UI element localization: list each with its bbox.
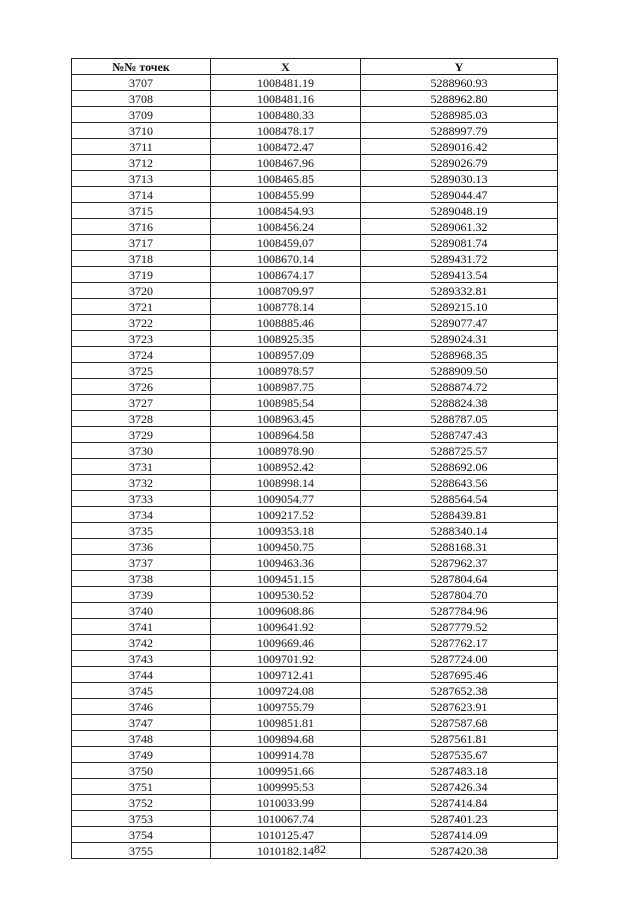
y-cell: 5287962.37 — [361, 555, 558, 571]
header-x: X — [211, 59, 361, 75]
table-row — [72, 683, 558, 699]
point-number-cell: 3725 — [72, 363, 211, 379]
x-cell: 1009608.86 — [211, 603, 361, 619]
point-number-cell: 3723 — [72, 331, 211, 347]
table-body — [72, 75, 558, 859]
y-cell: 5288787.05 — [361, 411, 558, 427]
x-cell: 1009450.75 — [211, 539, 361, 555]
x-cell: 1008674.17 — [211, 267, 361, 283]
point-number-cell: 3755 — [72, 843, 211, 859]
point-number-cell: 3737 — [72, 555, 211, 571]
point-number-cell: 3720 — [72, 283, 211, 299]
point-number-cell: 3739 — [72, 587, 211, 603]
y-cell: 5289024.31 — [361, 331, 558, 347]
table-row — [72, 107, 558, 123]
table-row — [72, 139, 558, 155]
x-cell: 1009951.66 — [211, 763, 361, 779]
y-cell: 5289431.72 — [361, 251, 558, 267]
x-cell: 1009463.36 — [211, 555, 361, 571]
point-number-cell: 3732 — [72, 475, 211, 491]
x-cell: 1008952.42 — [211, 459, 361, 475]
x-cell: 1008454.93 — [211, 203, 361, 219]
y-cell: 5287414.84 — [361, 795, 558, 811]
y-cell: 5289081.74 — [361, 235, 558, 251]
y-cell: 5288747.43 — [361, 427, 558, 443]
x-cell: 1008478.17 — [211, 123, 361, 139]
point-number-cell: 3713 — [72, 171, 211, 187]
table-row — [72, 475, 558, 491]
table-row — [72, 363, 558, 379]
point-number-cell: 3729 — [72, 427, 211, 443]
x-cell: 1008459.07 — [211, 235, 361, 251]
table-row — [72, 779, 558, 795]
point-number-cell: 3717 — [72, 235, 211, 251]
table-row — [72, 699, 558, 715]
point-number-cell: 3712 — [72, 155, 211, 171]
table-row — [72, 123, 558, 139]
table-row — [72, 235, 558, 251]
x-cell: 1009530.52 — [211, 587, 361, 603]
y-cell: 5288962.80 — [361, 91, 558, 107]
point-number-cell: 3721 — [72, 299, 211, 315]
point-number-cell: 3752 — [72, 795, 211, 811]
x-cell: 1008472.47 — [211, 139, 361, 155]
y-cell: 5289048.19 — [361, 203, 558, 219]
x-cell: 1008925.35 — [211, 331, 361, 347]
y-cell: 5287724.00 — [361, 651, 558, 667]
x-cell: 1008481.19 — [211, 75, 361, 91]
table-row — [72, 603, 558, 619]
table-row — [72, 251, 558, 267]
y-cell: 5288909.50 — [361, 363, 558, 379]
x-cell: 1008709.97 — [211, 283, 361, 299]
table-row — [72, 571, 558, 587]
y-cell: 5287804.64 — [361, 571, 558, 587]
x-cell: 1008998.14 — [211, 475, 361, 491]
point-number-cell: 3746 — [72, 699, 211, 715]
y-cell: 5288725.57 — [361, 443, 558, 459]
x-cell: 1010182.14 — [211, 843, 361, 859]
point-number-cell: 3730 — [72, 443, 211, 459]
y-cell: 5288985.03 — [361, 107, 558, 123]
point-number-cell: 3722 — [72, 315, 211, 331]
point-number-cell: 3708 — [72, 91, 211, 107]
point-number-cell: 3745 — [72, 683, 211, 699]
point-number-cell: 3753 — [72, 811, 211, 827]
table-row — [72, 795, 558, 811]
y-cell: 5288643.56 — [361, 475, 558, 491]
table-row — [72, 555, 558, 571]
x-cell: 1009054.77 — [211, 491, 361, 507]
x-cell: 1009641.92 — [211, 619, 361, 635]
table-row — [72, 171, 558, 187]
table-row — [72, 411, 558, 427]
point-number-cell: 3715 — [72, 203, 211, 219]
y-cell: 5288824.38 — [361, 395, 558, 411]
y-cell: 5287784.96 — [361, 603, 558, 619]
x-cell: 1010033.99 — [211, 795, 361, 811]
y-cell: 5289044.47 — [361, 187, 558, 203]
point-number-cell: 3719 — [72, 267, 211, 283]
x-cell: 1009724.08 — [211, 683, 361, 699]
y-cell: 5287561.81 — [361, 731, 558, 747]
header-point-number: №№ точек — [72, 59, 211, 75]
point-number-cell: 3709 — [72, 107, 211, 123]
x-cell: 1009894.68 — [211, 731, 361, 747]
x-cell: 1010067.74 — [211, 811, 361, 827]
y-cell: 5288168.31 — [361, 539, 558, 555]
point-number-cell: 3728 — [72, 411, 211, 427]
table-row — [72, 827, 558, 843]
x-cell: 1008963.45 — [211, 411, 361, 427]
y-cell: 5287420.38 — [361, 843, 558, 859]
y-cell: 5289332.81 — [361, 283, 558, 299]
y-cell: 5288997.79 — [361, 123, 558, 139]
table-row — [72, 715, 558, 731]
point-number-cell: 3740 — [72, 603, 211, 619]
table-row — [72, 763, 558, 779]
point-number-cell: 3754 — [72, 827, 211, 843]
point-number-cell: 3736 — [72, 539, 211, 555]
table-row — [72, 267, 558, 283]
point-number-cell: 3742 — [72, 635, 211, 651]
x-cell: 1008978.90 — [211, 443, 361, 459]
table-row — [72, 283, 558, 299]
y-cell: 5287652.38 — [361, 683, 558, 699]
table-row — [72, 219, 558, 235]
table-row — [72, 491, 558, 507]
point-number-cell: 3718 — [72, 251, 211, 267]
y-cell: 5287426.34 — [361, 779, 558, 795]
point-number-cell: 3724 — [72, 347, 211, 363]
x-cell: 1009914.78 — [211, 747, 361, 763]
point-number-cell: 3735 — [72, 523, 211, 539]
point-number-cell: 3727 — [72, 395, 211, 411]
point-number-cell: 3726 — [72, 379, 211, 395]
x-cell: 1009712.41 — [211, 667, 361, 683]
point-number-cell: 3748 — [72, 731, 211, 747]
y-cell: 5289413.54 — [361, 267, 558, 283]
x-cell: 1009669.46 — [211, 635, 361, 651]
x-cell: 1008987.75 — [211, 379, 361, 395]
point-number-cell: 3734 — [72, 507, 211, 523]
y-cell: 5289026.79 — [361, 155, 558, 171]
x-cell: 1008957.09 — [211, 347, 361, 363]
table-row — [72, 187, 558, 203]
table-row — [72, 75, 558, 91]
y-cell: 5288340.14 — [361, 523, 558, 539]
y-cell: 5288692.06 — [361, 459, 558, 475]
y-cell: 5289077.47 — [361, 315, 558, 331]
y-cell: 5287623.91 — [361, 699, 558, 715]
table-row — [72, 347, 558, 363]
table-row — [72, 619, 558, 635]
y-cell: 5287401.23 — [361, 811, 558, 827]
y-cell: 5287587.68 — [361, 715, 558, 731]
x-cell: 1009851.81 — [211, 715, 361, 731]
table-row — [72, 379, 558, 395]
point-number-cell: 3731 — [72, 459, 211, 475]
coordinates-table — [71, 58, 558, 859]
y-cell: 5288439.81 — [361, 507, 558, 523]
table-row — [72, 91, 558, 107]
table-row — [72, 523, 558, 539]
table-row — [72, 443, 558, 459]
page-number: 82 — [314, 842, 326, 856]
x-cell: 1009701.92 — [211, 651, 361, 667]
point-number-cell: 3733 — [72, 491, 211, 507]
table-row — [72, 507, 558, 523]
table-row — [72, 747, 558, 763]
x-cell: 1008456.24 — [211, 219, 361, 235]
y-cell: 5287779.52 — [361, 619, 558, 635]
x-cell: 1009995.53 — [211, 779, 361, 795]
y-cell: 5289016.42 — [361, 139, 558, 155]
y-cell: 5288968.35 — [361, 347, 558, 363]
y-cell: 5287483.18 — [361, 763, 558, 779]
x-cell: 1010125.47 — [211, 827, 361, 843]
table-row — [72, 459, 558, 475]
table-row — [72, 539, 558, 555]
y-cell: 5289061.32 — [361, 219, 558, 235]
y-cell: 5287535.67 — [361, 747, 558, 763]
x-cell: 1008455.99 — [211, 187, 361, 203]
x-cell: 1008985.54 — [211, 395, 361, 411]
x-cell: 1009755.79 — [211, 699, 361, 715]
table-row — [72, 651, 558, 667]
point-number-cell: 3750 — [72, 763, 211, 779]
table-row — [72, 331, 558, 347]
x-cell: 1008885.46 — [211, 315, 361, 331]
x-cell: 1008480.33 — [211, 107, 361, 123]
x-cell: 1009451.15 — [211, 571, 361, 587]
x-cell: 1008467.96 — [211, 155, 361, 171]
point-number-cell: 3707 — [72, 75, 211, 91]
x-cell: 1008778.14 — [211, 299, 361, 315]
point-number-cell: 3714 — [72, 187, 211, 203]
table-row — [72, 203, 558, 219]
y-cell: 5289215.10 — [361, 299, 558, 315]
y-cell: 5287804.70 — [361, 587, 558, 603]
table-row — [72, 155, 558, 171]
y-cell: 5288874.72 — [361, 379, 558, 395]
x-cell: 1008964.58 — [211, 427, 361, 443]
table-row — [72, 635, 558, 651]
point-number-cell: 3741 — [72, 619, 211, 635]
point-number-cell: 3711 — [72, 139, 211, 155]
y-cell: 5288564.54 — [361, 491, 558, 507]
point-number-cell: 3738 — [72, 571, 211, 587]
table-row — [72, 731, 558, 747]
point-number-cell: 3751 — [72, 779, 211, 795]
point-number-cell: 3744 — [72, 667, 211, 683]
y-cell: 5287762.17 — [361, 635, 558, 651]
y-cell: 5288960.93 — [361, 75, 558, 91]
y-cell: 5287414.09 — [361, 827, 558, 843]
point-number-cell: 3749 — [72, 747, 211, 763]
x-cell: 1008465.85 — [211, 171, 361, 187]
x-cell: 1009217.52 — [211, 507, 361, 523]
point-number-cell: 3747 — [72, 715, 211, 731]
table-header-row — [72, 59, 558, 75]
table-row — [72, 315, 558, 331]
y-cell: 5289030.13 — [361, 171, 558, 187]
table-row — [72, 427, 558, 443]
point-number-cell: 3716 — [72, 219, 211, 235]
point-number-cell: 3743 — [72, 651, 211, 667]
y-cell: 5287695.46 — [361, 667, 558, 683]
table-row — [72, 299, 558, 315]
table-row — [72, 587, 558, 603]
x-cell: 1009353.18 — [211, 523, 361, 539]
x-cell: 1008978.57 — [211, 363, 361, 379]
x-cell: 1008481.16 — [211, 91, 361, 107]
point-number-cell: 3710 — [72, 123, 211, 139]
table-row — [72, 667, 558, 683]
table-row — [72, 811, 558, 827]
table-row — [72, 395, 558, 411]
header-y: Y — [361, 59, 558, 75]
x-cell: 1008670.14 — [211, 251, 361, 267]
